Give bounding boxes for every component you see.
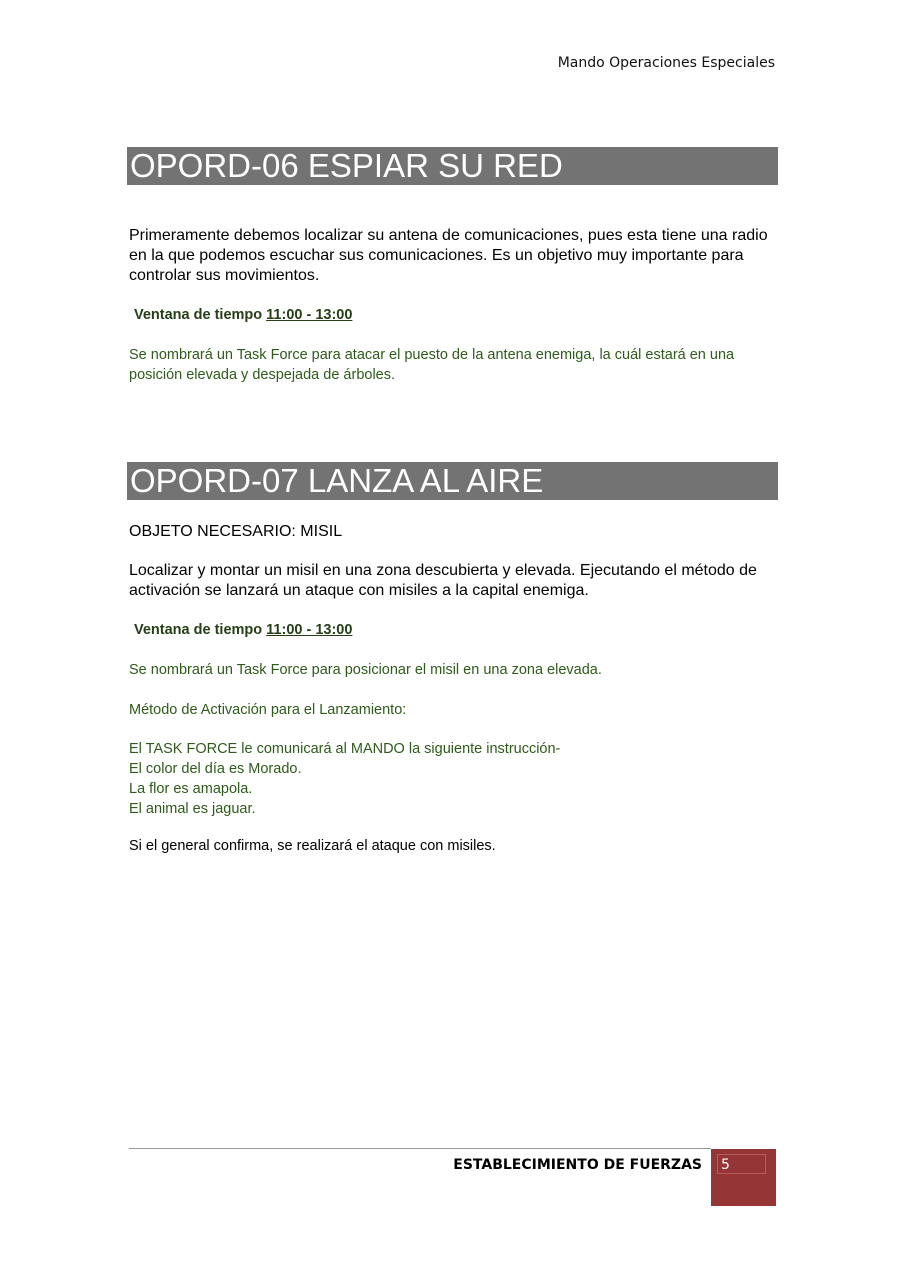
section-intro-opord-07: Localizar y montar un misil en una zona descubierta y elevada. Ejecutando el método de activación se lanzará un ataque con misiles a la capital enemiga. [129,562,757,599]
required-object: OBJETO NECESARIO: MISIL [129,523,343,540]
time-window-value: 11:00 - 13:00 [266,622,353,638]
footer-label: ESTABLECIMIENTO DE FUERZAS [453,1157,702,1173]
section-intro-opord-06: Primeramente debemos localizar su antena de comunicaciones, pues esta tiene una radio en la que podemos escuchar sus comunicaciones. Es un objetivo muy importante para controlar sus movimientos. [129,227,768,284]
time-window-opord-06 [134,307,352,323]
task-force-text-opord-06: Se nombrará un Task Force para atacar el puesto de la antena enemiga, la cuál estará en una posición elevada y despejada de árboles. [129,347,735,383]
time-window-opord-07 [134,622,352,638]
time-window-label: Ventana de tiempo [134,622,263,638]
task-force-text-opord-07: Se nombrará un Task Force para posicionar el misil en una zona elevada. [129,662,602,678]
page-number: 5 [717,1154,766,1174]
time-window-label: Ventana de tiempo [134,307,263,323]
running-header: Mando Operaciones Especiales [557,55,775,71]
footer-divider [129,1148,711,1149]
section-title-opord-07: OPORD-07 LANZA AL AIRE [127,462,778,500]
activation-line: El color del día es Morado. [129,761,302,777]
confirmation-text: Si el general confirma, se realizará el ataque con misiles. [129,838,496,854]
section-title-opord-06: OPORD-06 ESPIAR SU RED [127,147,778,185]
activation-line: El animal es jaguar. [129,801,256,817]
activation-line: El TASK FORCE le comunicará al MANDO la siguiente instrucción- [129,741,561,757]
activation-heading: Método de Activación para el Lanzamiento: [129,702,407,718]
page-number-box [711,1149,776,1206]
time-window-value: 11:00 - 13:00 [266,307,353,323]
activation-instructions [129,739,779,819]
activation-line: La flor es amapola. [129,781,253,797]
